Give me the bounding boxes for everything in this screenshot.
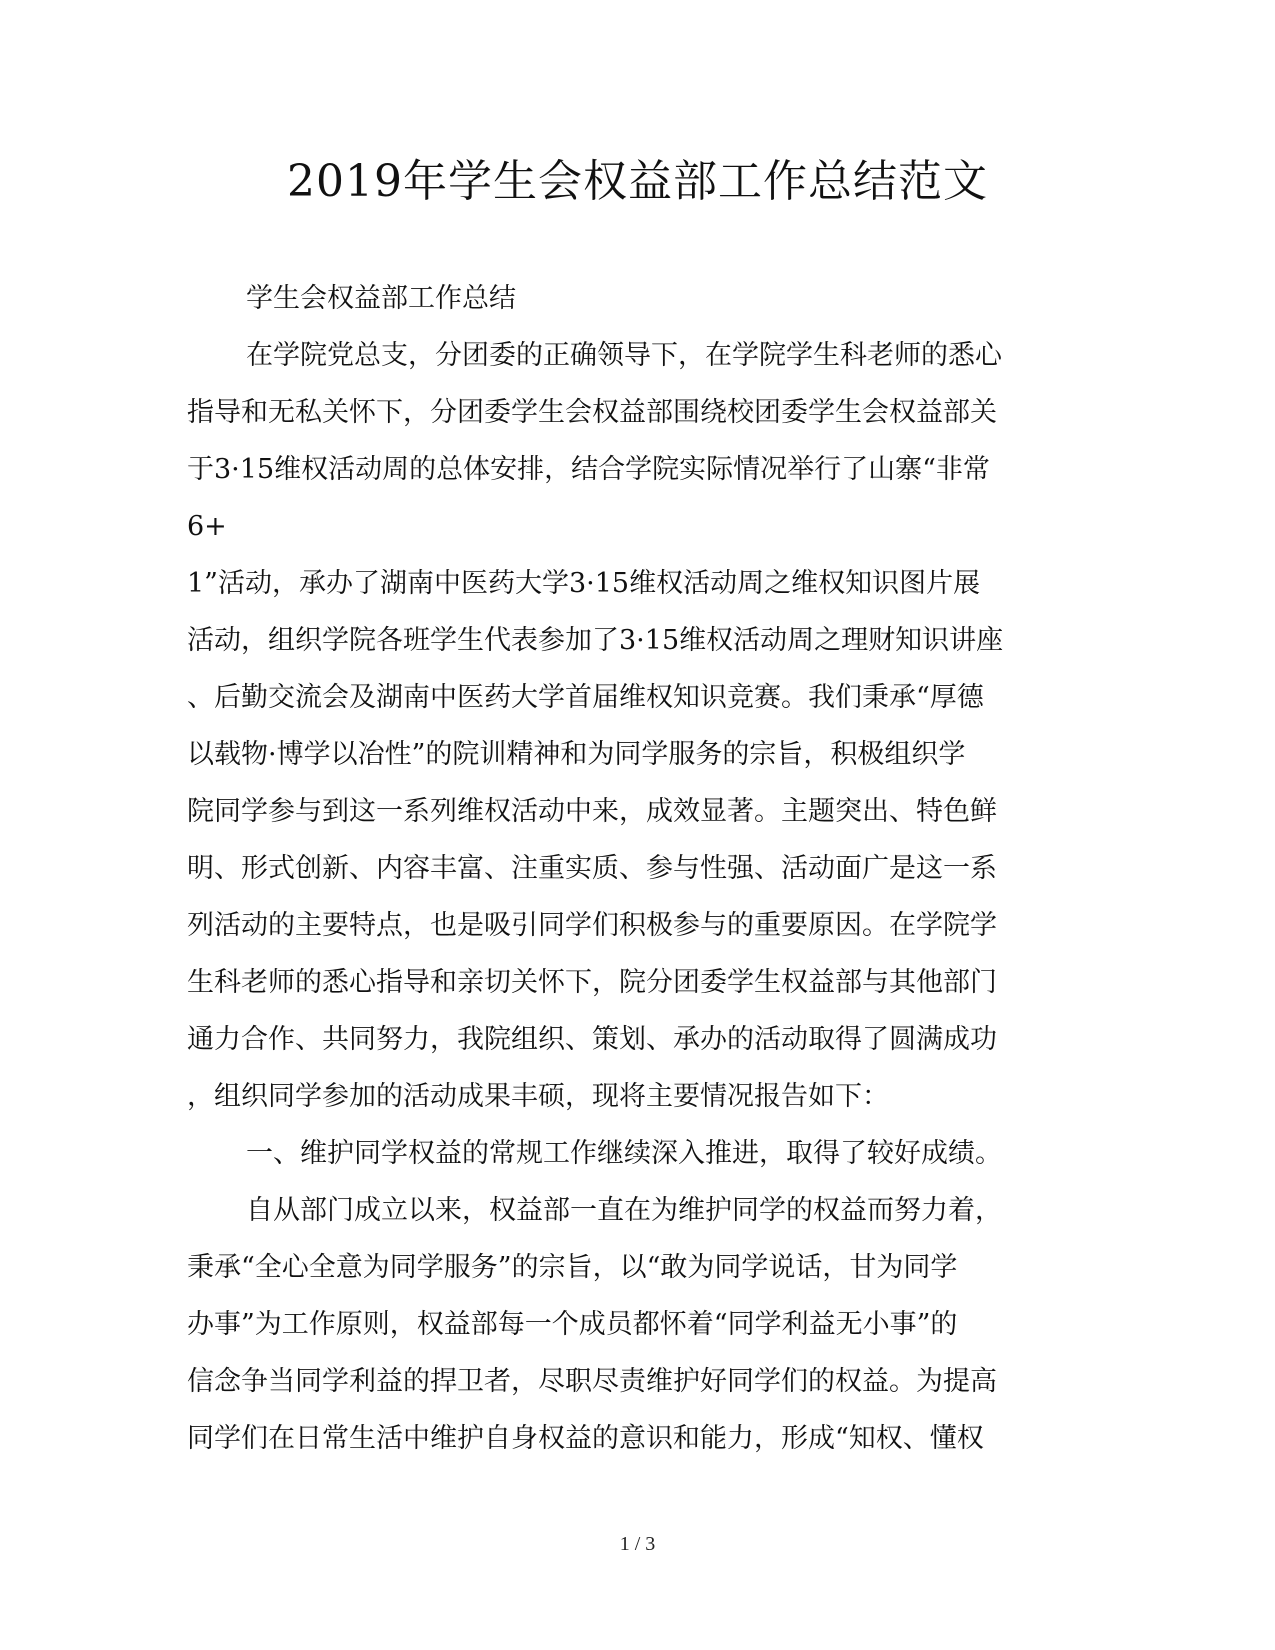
text-line: 办事”为工作原则，权益部每一个成员都怀着“同学利益无小事”的 [187,1309,958,1340]
text-line: 秉承“全心全意为同学服务”的宗旨，以“敢为同学说话，甘为同学 [187,1252,958,1283]
text-line: 明、形式创新、内容丰富、注重实质、参与性强、活动面广是这一系 [187,853,997,884]
text-line: 学生会权益部工作总结 [246,283,516,314]
text-line: 指导和无私关怀下，分团委学生会权益部围绕校团委学生会权益部关 [187,397,997,428]
text-line: 6+ [187,511,227,542]
document-body [187,270,1067,1467]
text-line: 在学院党总支，分团委的正确领导下，在学院学生科老师的悉心 [246,340,1002,371]
text-line: 同学们在日常生活中维护自身权益的意识和能力，形成“知权、懂权 [187,1423,984,1454]
page-number: 1 / 3 [619,1533,656,1555]
text-line: 生科老师的悉心指导和亲切关怀下，院分团委学生权益部与其他部门 [187,967,997,998]
document-title: 2019年学生会权益部工作总结范文 [287,156,988,207]
text-line: 以载物·博学以冶性”的院训精神和为同学服务的宗旨，积极组织学 [187,739,966,770]
text-line: 院同学参与到这一系列维权活动中来，成效显著。主题突出、特色鲜 [187,796,997,827]
text-line: 1”活动，承办了湖南中医药大学3·15维权活动周之维权知识图片展 [187,568,981,599]
text-line: 自从部门成立以来，权益部一直在为维护同学的权益而努力着， [246,1195,1002,1226]
text-line: 、后勤交流会及湖南中医药大学首届维权知识竞赛。我们秉承“厚德 [187,682,984,713]
text-line: 活动，组织学院各班学生代表参加了3·15维权活动周之理财知识讲座 [187,625,1004,656]
text-line: 列活动的主要特点，也是吸引同学们积极参与的重要原因。在学院学 [187,910,997,941]
text-line: 通力合作、共同努力，我院组织、策划、承办的活动取得了圆满成功 [187,1024,997,1055]
text-line: 于3·15维权活动周的总体安排，结合学院实际情况举行了山寨“非常 [187,454,990,485]
text-line: ，组织同学参加的活动成果丰硕，现将主要情况报告如下： [187,1081,889,1112]
text-line: 信念争当同学利益的捍卫者，尽职尽责维护好同学们的权益。为提高 [187,1366,997,1397]
text-line: 一、维护同学权益的常规工作继续深入推进，取得了较好成绩。 [246,1138,1002,1169]
